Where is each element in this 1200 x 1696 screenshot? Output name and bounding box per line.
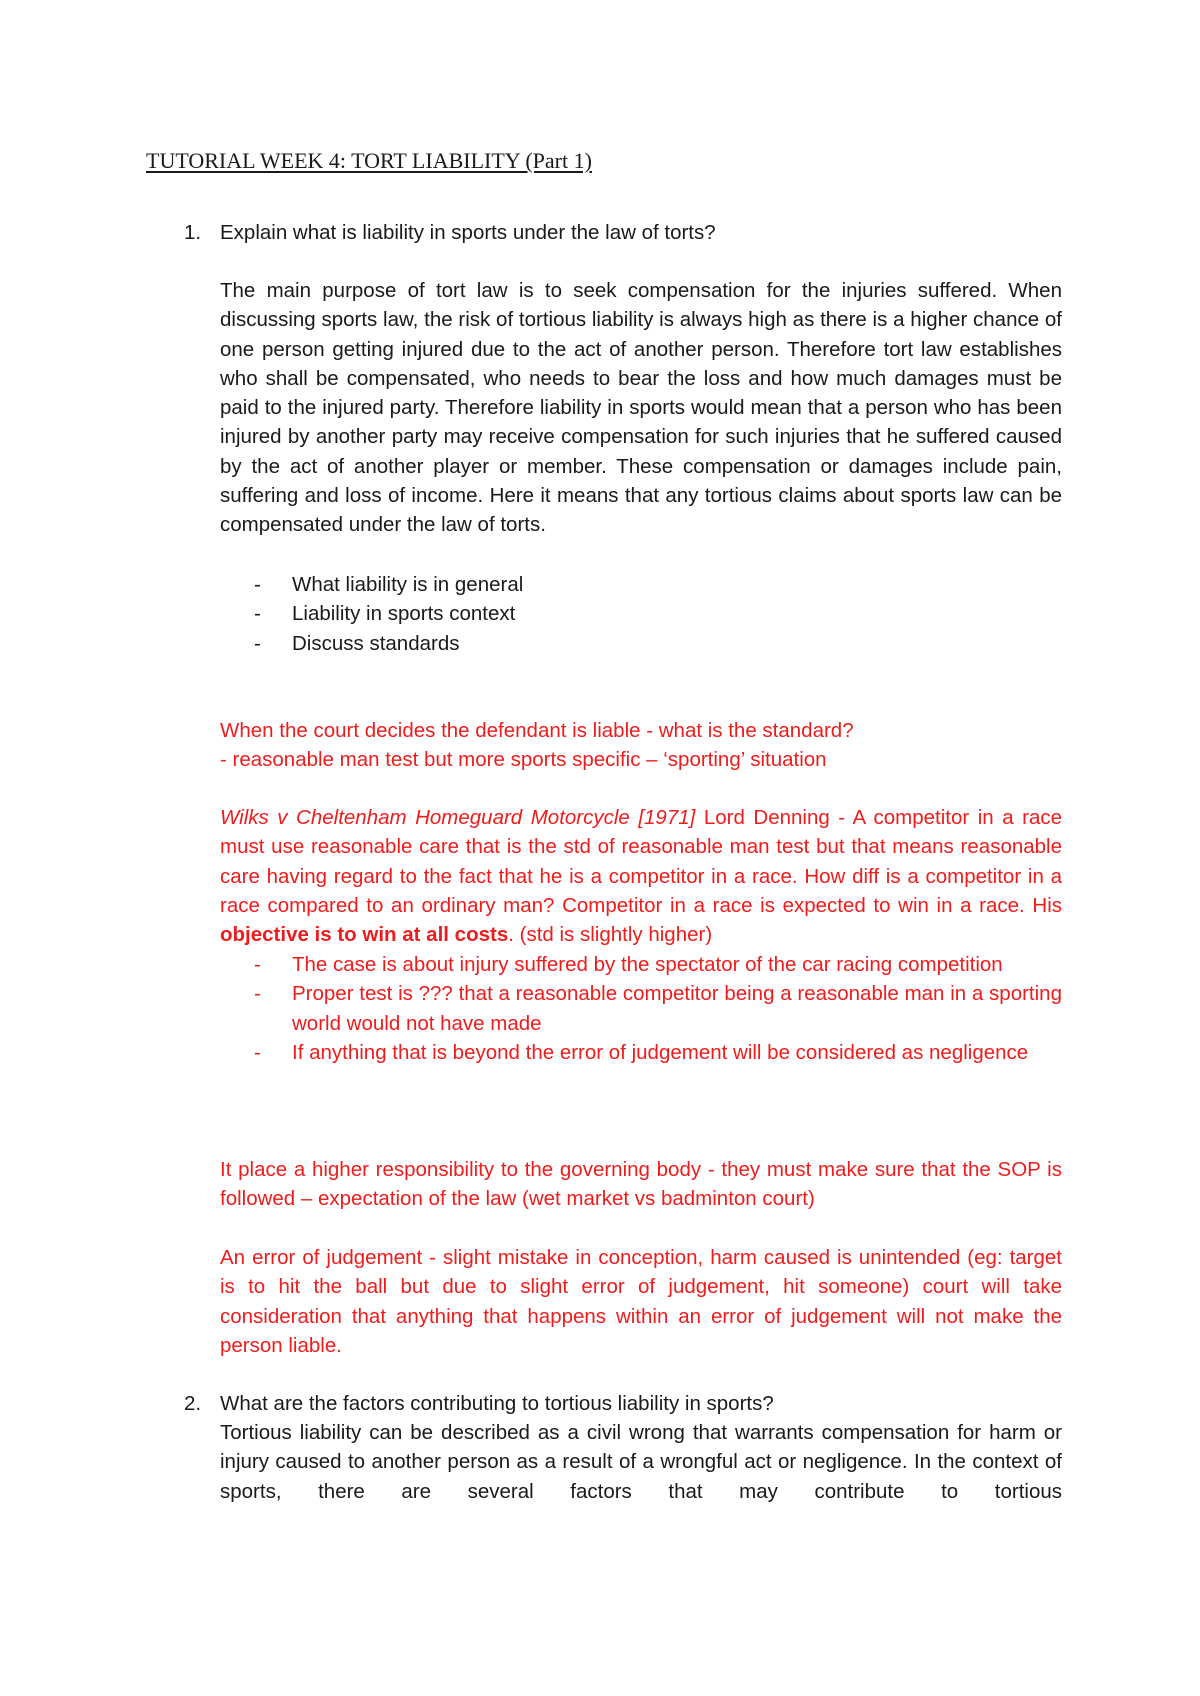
list-item: - Proper test is ??? that a reasonable competitor being a reasonable man in a sporting world would not have made <box>220 979 1062 1038</box>
standard-question-note: When the court decides the defendant is liable - what is the standard? <box>220 719 854 742</box>
question-1-answer: The main purpose of tort law is to seek compensation for the injuries suffered. When discussing sports law, the risk of tortious liability is always high as there is a higher chance of one person getting injured due to the act of another person. Therefore tort law establishes who shall be compensated, who needs to bear the loss and how much damages must be paid to the injured party. Therefore liability in sports would mean that a person who has been injured by another party may receive compensation for such injuries that he suffered caused by the act of another player or member. These compensation or damages include pain, suffering and loss of income. Here it means that any tortious claims about sports law can be compensated under the law of torts. <box>220 279 1062 537</box>
case-text-end: . (std is slightly higher) <box>508 923 713 947</box>
list-item: - What liability is in general <box>220 570 1062 599</box>
question-2-answer: Tortious liability can be described as a civil wrong that warrants compensation for harm or injury caused to another person as a result of a wrongful act or negligence. In the context of sports, there are several factors that may contribute to tortious <box>220 1421 1062 1503</box>
error-of-judgement-note: An error of judgement - slight mistake in conception, harm caused is unintended (eg: target is to hit the ball but due to slight error of judgement, hit someone) court will take consideration that anything that happens within an error of judgement will not make the person liable. <box>220 1246 1062 1357</box>
case-note <box>220 803 1062 949</box>
case-bold-text: objective is to win at all costs <box>220 923 509 947</box>
case-text: Lord Denning - A competitor in a race must use reasonable care that is the std of reasonable man test but that means reasonable care having regard to the fact that he is a competitor in a race. How diff is a competitor in a race compared to an ordinary man? Competitor in a race is expected to win in a race. His <box>220 806 1062 917</box>
list-item: - Liability in sports context <box>220 599 1062 628</box>
list-item: - The case is about injury suffered by the spectator of the car racing competition <box>220 950 1062 979</box>
question-2-number: 2. <box>184 1392 202 1415</box>
question-1-number: 1. <box>184 221 202 244</box>
list-item: - If anything that is beyond the error of judgement will be considered as negligence <box>220 1038 1062 1067</box>
governing-body-note: It place a higher responsibility to the governing body - they must make sure that the SOP is followed – expectation of the law (wet market vs badminton court) <box>220 1158 1062 1211</box>
list-item: - Discuss standards <box>220 629 1062 658</box>
document-title: TUTORIAL WEEK 4: TORT LIABILITY (Part 1) <box>146 148 592 173</box>
case-points <box>220 950 1062 1067</box>
standard-answer-note: - reasonable man test but more sports specific – ‘sporting’ situation <box>220 748 827 771</box>
question-1-text: Explain what is liability in sports under the law of torts? <box>220 221 716 244</box>
question-1-points <box>220 570 1062 658</box>
case-name: Wilks v Cheltenham Homeguard Motorcycle [1971] <box>220 806 696 829</box>
question-2-text: What are the factors contributing to tortious liability in sports? <box>220 1392 774 1415</box>
